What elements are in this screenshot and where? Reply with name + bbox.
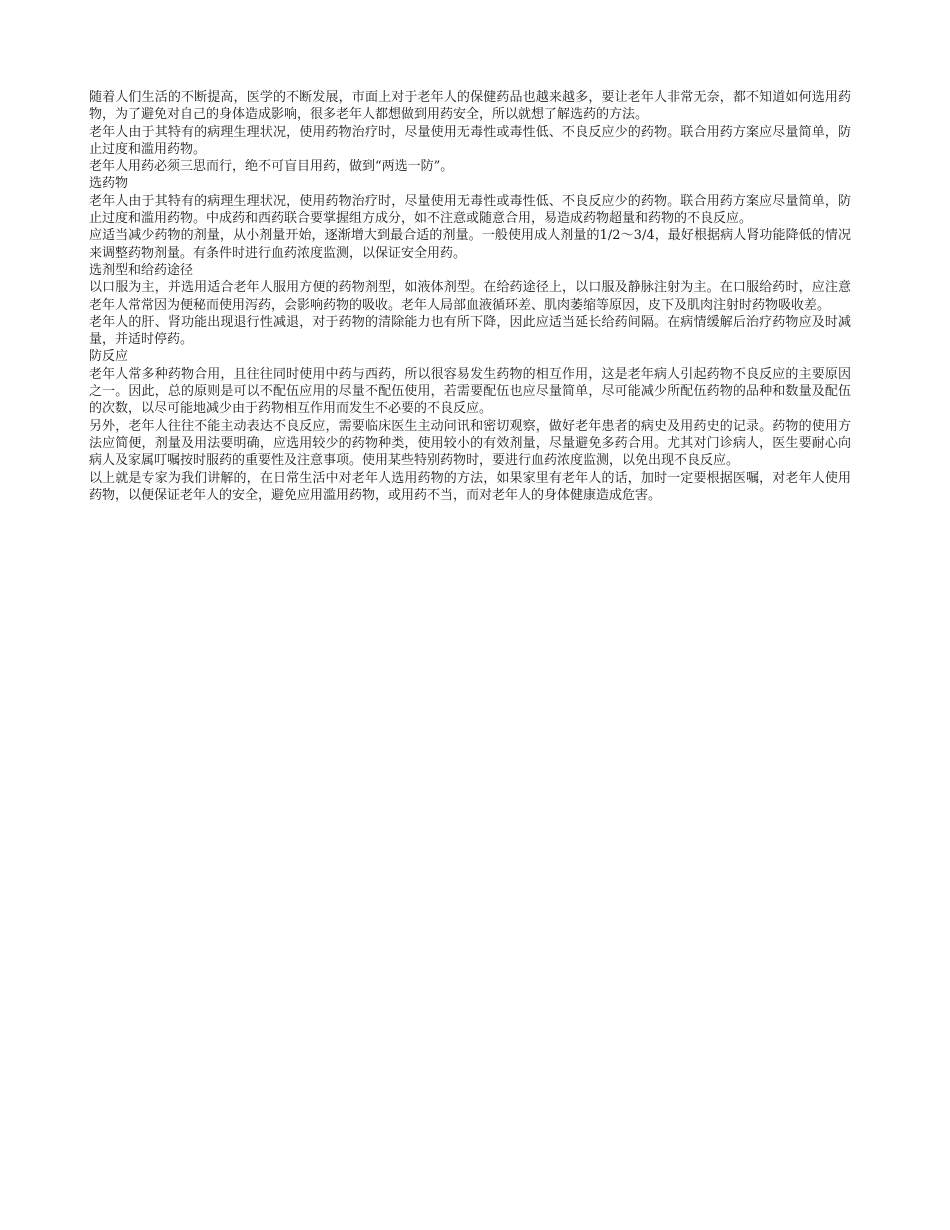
section-heading-prevent-reactions: 防反应 [89, 349, 129, 365]
section2-paragraph-2: 老年人的肝、肾功能出现退行性减退，对于药物的清除能力也有所下降，因此应适当延长给药间隔。在病情缓解后治疗药物应及时减量，并适时停药。 [89, 314, 851, 348]
section3-paragraph-1: 老年人常多种药物合用，且往往同时使用中药与西药，所以很容易发生药物的相互作用，这是老年病人引起药物不良反应的主要原因之一。因此，总的原则是可以不配伍应用的尽量不配伍使用，若需要配伍也应尽量简单，尽可能减少所配伍药物的品种和数量及配伍的次数，以尽可能地减少由于药物相互作用而发生不必要的不良反应。 [89, 366, 851, 417]
article-body [89, 89, 851, 504]
intro-paragraph-2: 老年人由于其特有的病理生理状况，使用药物治疗时，尽量使用无毒性或毒性低、不良反应少的药物。联合用药方案应尽量简单，防止过度和滥用药物。 [89, 124, 851, 157]
section3-paragraph-2: 另外，老年人往往不能主动表达不良反应，需要临床医生主动问讯和密切观察，做好老年患者的病史及用药史的记录。药物的使用方法应简便，剂量及用法要明确，应选用较少的药物种类，使用较小的有效剂量，尽量避免多药合用。尤其对门诊病人，医生要耐心向病人及家属叮嘱按时服药的重要性及注意事项。使用某些特别药物时，要进行血药浓度监测，以免出现不良反应。 [89, 418, 851, 469]
section-heading-dosage-form-route: 选剂型和给药途径 [89, 262, 194, 278]
conclusion-paragraph: 以上就是专家为我们讲解的，在日常生活中对老年人选用药物的方法，如果家里有老年人的话，加时一定要根据医嘱，对老年人使用药物，以便保证老年人的安全，避免应用滥用药物，或用药不当，而对老年人的身体健康造成危害。 [89, 470, 851, 503]
section1-paragraph-1: 老年人由于其特有的病理生理状况，使用药物治疗时，尽量使用无毒性或毒性低、不良反应少的药物。联合用药方案应尽量简单，防止过度和滥用药物。中成药和西药联合要掌握组方成分，如不注意或随意合用，易造成药物超量和药物的不良反应。 [89, 193, 851, 227]
section-heading-select-drugs: 选药物 [89, 176, 129, 192]
intro-paragraph-3: 老年人用药必须三思而行，绝不可盲目用药，做到“两选一防”。 [89, 159, 454, 175]
intro-paragraph-1: 随着人们生活的不断提高，医学的不断发展，市面上对于老年人的保健药品也越来越多，要让老年人非常无奈，都不知道如何选用药物，为了避免对自己的身体造成影响，很多老年人都想做到用药安全，所以就想了解选药的方法。 [89, 90, 851, 123]
section1-paragraph-2: 应适当减少药物的剂量，从小剂量开始，逐渐增大到最合适的剂量。一般使用成人剂量的1/2～3/4，最好根据病人肾功能降低的情况来调整药物剂量。有条件时进行血药浓度监测，以保证安全用药。 [89, 228, 851, 261]
section2-paragraph-1: 以口服为主，并选用适合老年人服用方便的药物剂型，如液体剂型。在给药途径上，以口服及静脉注射为主。在口服给药时，应注意老年人常常因为便秘而使用泻药，会影响药物的吸收。老年人局部血液循环差、肌肉萎缩等原因，皮下及肌肉注射时药物吸收差。 [89, 280, 851, 313]
